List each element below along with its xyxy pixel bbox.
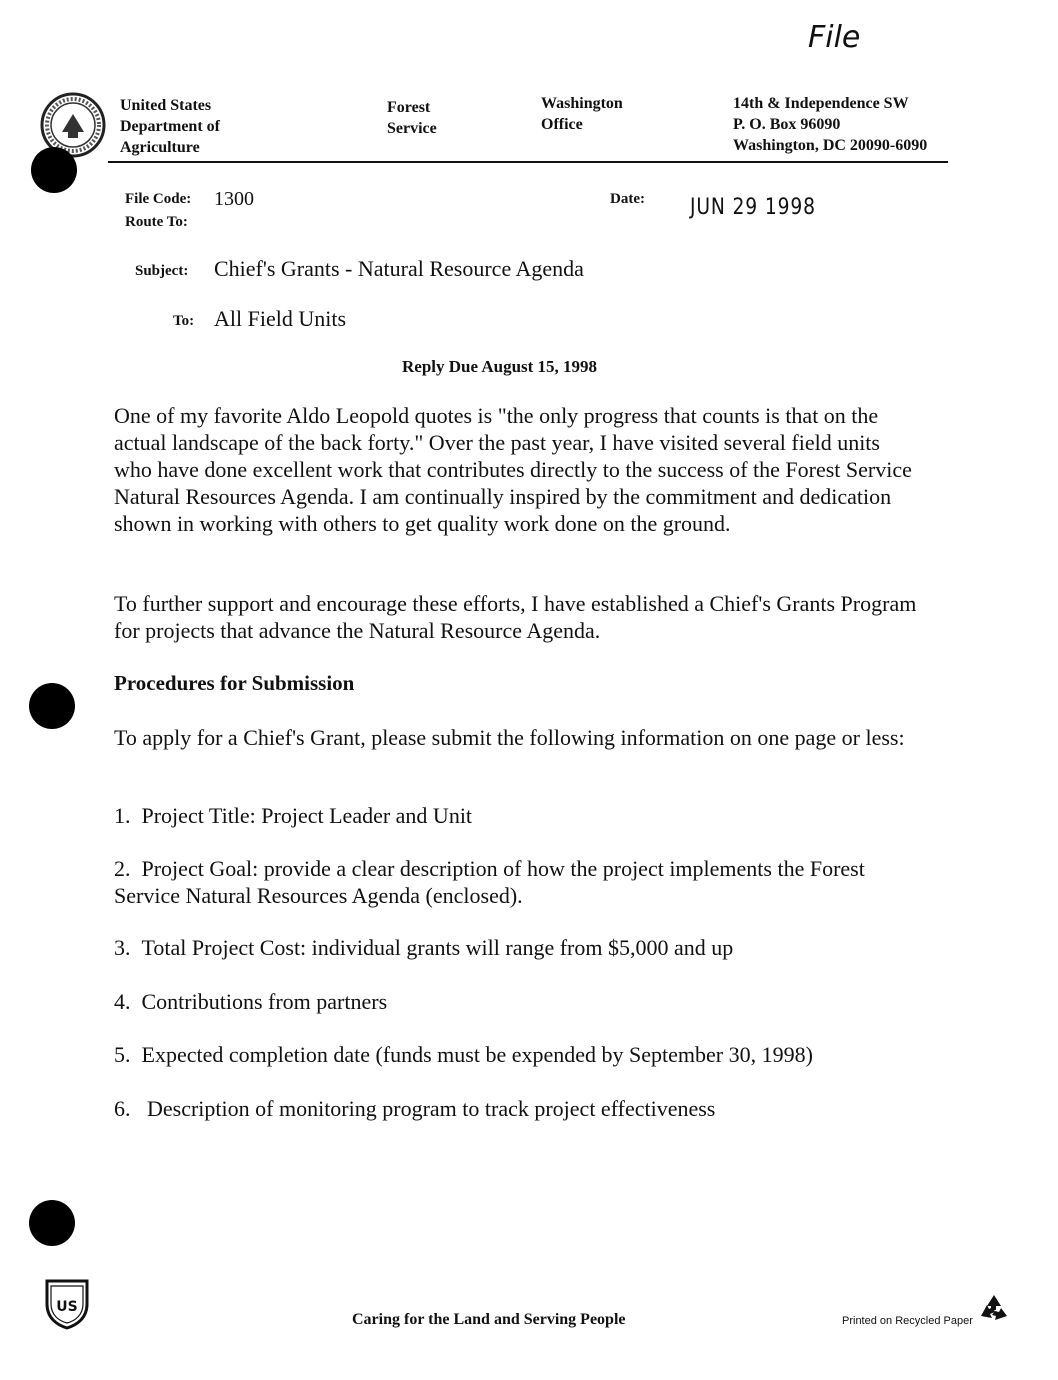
reply-due: Reply Due August 15, 1998 [402, 357, 598, 376]
date-stamp: JUN 29 1998 [690, 195, 816, 220]
punch-hole-top [31, 147, 77, 193]
forest-service-shield-icon [44, 1278, 90, 1330]
route-to-label: Route To: [125, 214, 188, 230]
footer-motto: Caring for the Land and Serving People [352, 1311, 626, 1328]
file-code-label: File Code: [125, 191, 192, 207]
list-item: 5. Expected completion date (funds must be expended by September 30, 1998) [114, 1042, 813, 1067]
svg-text:US: US [56, 1299, 78, 1315]
list-item: 3. Total Project Cost: individual grants will range from $5,000 and up [114, 935, 734, 960]
agency-name: United States Department of Agriculture [120, 97, 220, 156]
subject-value: Chief's Grants - Natural Resource Agenda [214, 256, 584, 281]
subject-label: Subject: [135, 263, 189, 279]
list-item: 4. Contributions from partners [114, 989, 388, 1014]
to-label: To: [173, 313, 195, 329]
list-item: 1. Project Title: Project Leader and Unit [114, 803, 473, 828]
body-paragraph-1: One of my favorite Aldo Leopold quotes is "the only progress that counts is that on the actual landscape of the back forty." Over the past year, I have visited several field units who have done excellent work that contributes directly to the success of the Forest Service Natural Resources Agenda. I am continually inspired by the commitment and dedication shown in working with others to get quality work done on the ground. [114, 403, 912, 536]
service-name: Forest Service [387, 99, 437, 137]
date-label: Date: [610, 191, 645, 207]
letterhead-divider [108, 161, 948, 163]
office-address: 14th & Independence SW P. O. Box 96090 Washington, DC 20090-6090 [733, 95, 928, 154]
file-code-value: 1300 [214, 188, 254, 210]
body-paragraph-2: To further support and encourage these efforts, I have established a Chief's Grants Program for projects that advance the Natural Resource Agenda. [114, 591, 917, 643]
recycle-icon [977, 1292, 1011, 1326]
intro-paragraph: To apply for a Chief's Grant, please submit the following information on one page or less: [114, 725, 905, 750]
office-name: Washington Office [541, 95, 623, 133]
section-heading: Procedures for Submission [114, 671, 355, 695]
punch-hole-middle [29, 683, 75, 729]
recycled-note: Printed on Recycled Paper [842, 1315, 973, 1327]
list-item: 6. Description of monitoring program to track project effectiveness [114, 1096, 716, 1121]
handwritten-note: File [808, 20, 861, 55]
to-value: All Field Units [214, 306, 347, 331]
punch-hole-bottom [29, 1200, 75, 1246]
list-item: 2. Project Goal: provide a clear description of how the project implements the Forest Service Natural Resources Agenda (enclosed). [114, 856, 865, 908]
